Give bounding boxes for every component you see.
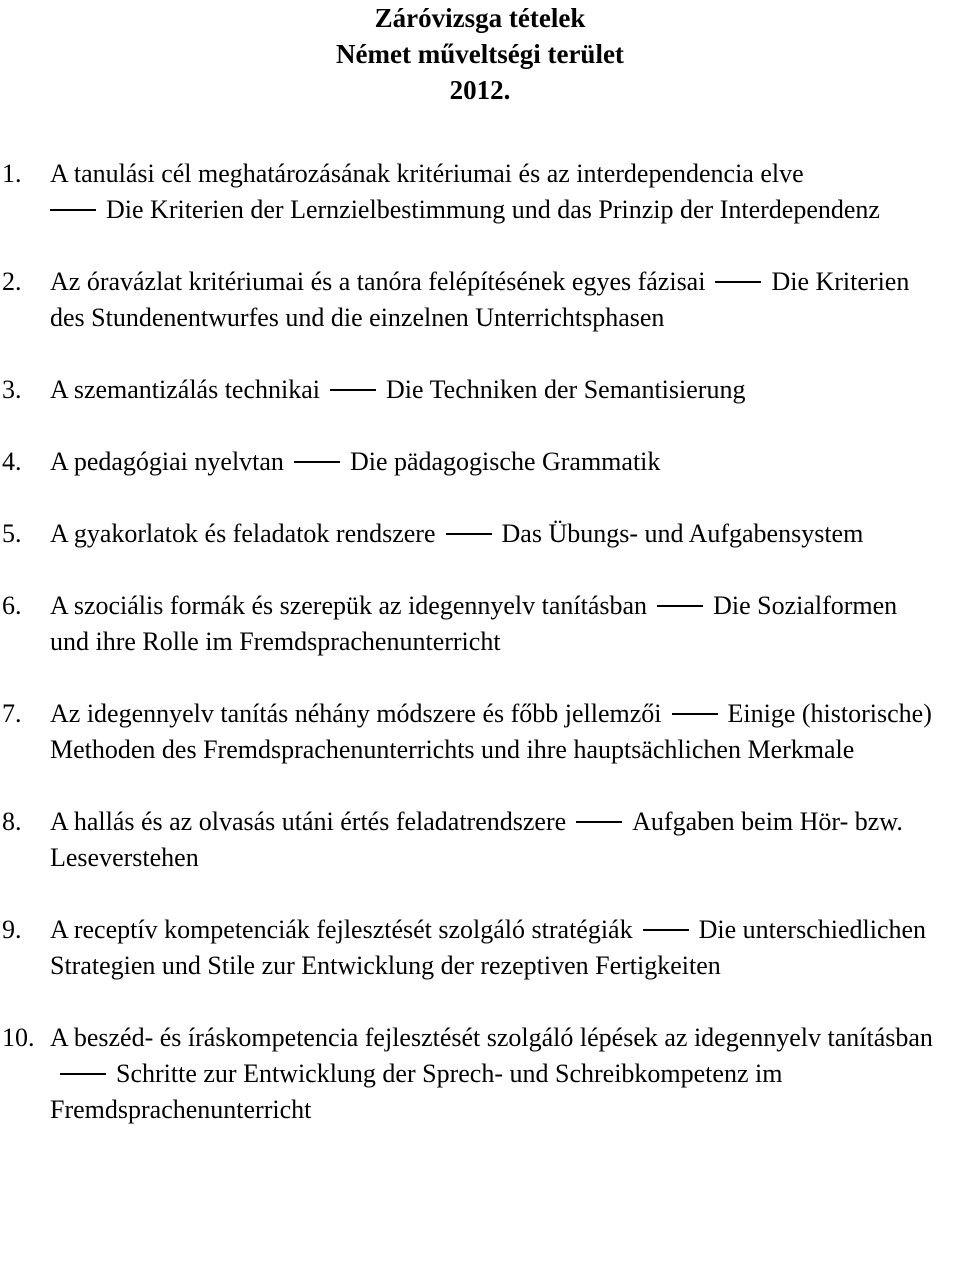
item-number: 7. — [2, 699, 22, 728]
exam-topic-list — [0, 156, 960, 1164]
item-hungarian-title: A szociális formák és szerepük az idegennyelv tanításban — [50, 591, 648, 620]
dash-separator — [50, 209, 96, 211]
item-german-title: Aufgaben beim Hör- bzw. Leseverstehen — [50, 807, 903, 872]
list-item — [0, 372, 960, 408]
dash-separator — [672, 713, 718, 715]
item-german-title: Schritte zur Entwicklung der Sprech- und Schreibkompetenz im Fremdsprachenunterricht — [50, 1059, 783, 1124]
item-german-title: Die Techniken der Semantisierung — [386, 375, 746, 404]
dash-separator — [643, 929, 689, 931]
dash-separator — [576, 821, 622, 823]
item-hungarian-title: A receptív kompetenciák fejlesztését szolgáló stratégiák — [50, 915, 633, 944]
list-item — [0, 516, 960, 552]
item-hungarian-title: A tanulási cél meghatározásának kritériumai és az interdependencia elve — [50, 159, 804, 188]
item-hungarian-title: A pedagógiai nyelvtan — [50, 447, 284, 476]
item-german-title: Die Sozialformen und ihre Rolle im Fremdsprachenunterricht — [50, 591, 898, 656]
list-item — [0, 804, 960, 876]
item-number: 8. — [2, 807, 22, 836]
header-subtitle: Német műveltségi terület — [336, 39, 624, 69]
list-item — [0, 1020, 960, 1128]
item-hungarian-title: Az óravázlat kritériumai és a tanóra felépítésének egyes fázisai — [50, 267, 706, 296]
item-number: 1. — [2, 159, 22, 188]
list-item — [0, 696, 960, 768]
item-number: 5. — [2, 519, 22, 548]
item-hungarian-title: A gyakorlatok és feladatok rendszere — [50, 519, 436, 548]
item-german-title: Die Kriterien des Stundenentwurfes und die einzelnen Unterrichtsphasen — [50, 267, 910, 332]
header-year: 2012. — [449, 75, 511, 105]
item-hungarian-title: A beszéd- és íráskompetencia fejlesztését szolgáló lépések az idegennyelv tanításban — [50, 1023, 933, 1052]
item-german-title: Die pädagogische Grammatik — [349, 447, 661, 476]
list-item — [0, 156, 960, 228]
document-header — [0, 0, 960, 108]
list-item — [0, 264, 960, 336]
item-german-title: Einige (historische) Methoden des Fremdsprachenunterrichts und ihre hauptsächlichen Merkmale — [50, 699, 932, 764]
dash-separator — [294, 461, 340, 463]
dash-separator — [657, 605, 703, 607]
item-number: 10. — [2, 1023, 35, 1052]
item-hungarian-title: Az idegennyelv tanítás néhány módszere és főbb jellemzői — [50, 699, 662, 728]
item-number: 3. — [2, 375, 22, 404]
item-german-title: Die Kriterien der Lernzielbestimmung und das Prinzip der Interdependenz — [106, 195, 880, 224]
header-title: Záróvizsga tételek — [374, 3, 586, 33]
item-number: 2. — [2, 267, 22, 296]
list-item — [0, 444, 960, 480]
item-german-title: Das Übungs- und Aufgabensystem — [501, 519, 864, 548]
item-number: 9. — [2, 915, 22, 944]
dash-separator — [60, 1073, 106, 1075]
dash-separator — [715, 281, 761, 283]
list-item — [0, 912, 960, 984]
item-german-title: Die unterschiedlichen Strategien und Stile zur Entwicklung der rezeptiven Fertigkeiten — [50, 915, 927, 980]
dash-separator — [446, 533, 492, 535]
item-number: 4. — [2, 447, 22, 476]
item-number: 6. — [2, 591, 22, 620]
item-hungarian-title: A szemantizálás technikai — [50, 375, 321, 404]
list-item — [0, 588, 960, 660]
item-hungarian-title: A hallás és az olvasás utáni értés feladatrendszere — [50, 807, 567, 836]
dash-separator — [330, 389, 376, 391]
